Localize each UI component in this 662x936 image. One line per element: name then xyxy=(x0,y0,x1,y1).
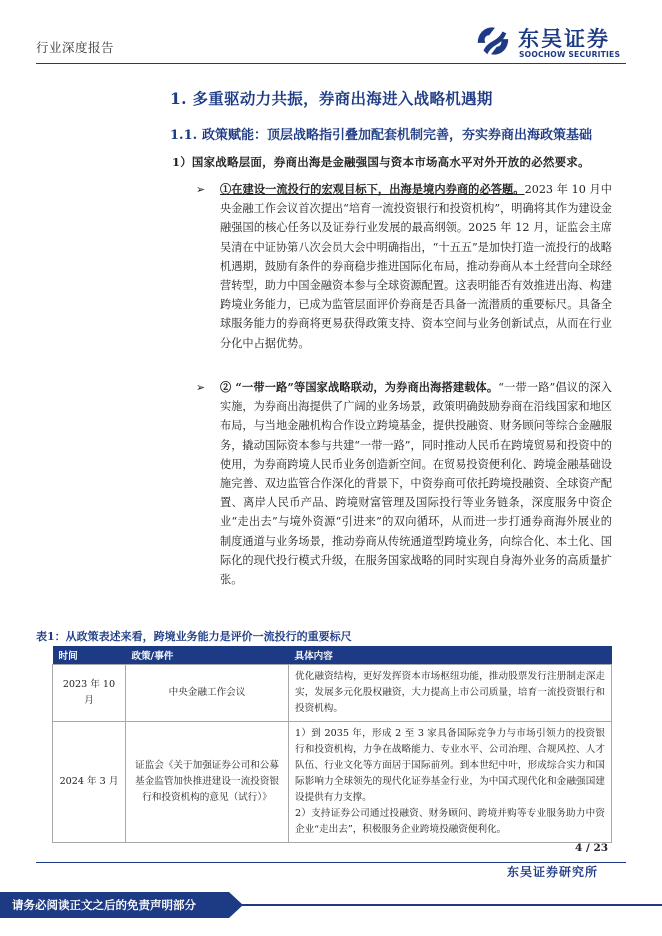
footer-organization: 东吴证券研究所 xyxy=(507,865,599,879)
column-header-time: 时间 xyxy=(53,646,126,665)
subsection-heading xyxy=(170,124,592,143)
table-header-row xyxy=(53,646,612,665)
soochow-logo-icon xyxy=(474,22,512,60)
bullet-lead-2: ② “一带一路”等国家战略联动，为券商出海搭建载体。 xyxy=(220,380,499,394)
disclaimer-banner xyxy=(0,892,229,918)
bullet-lead-1: ①在建设一流投行的宏观目标下，出海是境内券商的必答题。 xyxy=(220,182,525,196)
content-item: 1）到 2035 年，形成 2 至 3 家具备国际竞争力与市场引领力的投资银行和投资机构，力争在战略能力、专业水平、公司治理、合规风控、人才队伍、行业文化等方面居于国际前列。到本世纪中叶，形成综合实力和国际影响力全球领先的现代化证券基金行业，为中国式现代化和金融强国建设提供有力支撑。 xyxy=(295,728,605,803)
table-cell-content: 优化融资结构，更好发挥资本市场枢纽功能，推动股票发行注册制走深走实，发展多元化股权融资，大力提高上市公司质量，培育一流投资银行和投资机构。 xyxy=(289,665,612,722)
page-number: 4 / 23 xyxy=(575,842,609,854)
disclaimer-text: 请务必阅读正文之后的免责声明部分 xyxy=(12,898,196,912)
bullet-arrow-icon: ➢ xyxy=(196,381,206,394)
logo-chinese-name: 东吴证券 xyxy=(518,27,610,51)
bullet-paragraph-2 xyxy=(220,378,612,589)
column-header-content: 具体内容 xyxy=(289,646,612,665)
table-row xyxy=(53,665,612,722)
logo-english-name: SOOCHOW SECURITIES xyxy=(519,50,621,59)
disclaimer-rule xyxy=(229,904,662,906)
table-caption: 表1：从政策表述来看，跨境业务能力是评价一流投行的重要标尺 xyxy=(36,630,352,643)
table-cell-policy: 中央金融工作会议 xyxy=(126,665,289,722)
bullet-body-1: 2023 年 10 月中央金融工作会议首次提出“培育一流投资银行和投资机构”，明确将其作为建设金融强国的核心任务以及证券行业发展的最高纲领。2025 年 12 月，证监会主席吴清在中证协第八次会员大会中明确指出，“十五五”是加快打造一流投行的战略机遇期，鼓励有条件的券商稳步推进国际化布局，推动券商从本土经营向全球经营转型，助力中国金融资本参与全球资源配置。这表明能否有效推进出海、构建跨境业务能力，已成为监管层面评价券商是否具备一流潜质的重要标尺。具备全球服务能力的券商将更易获得政策支持、资本空间与业务创新试点，从而在行业分化中占据优势。 xyxy=(220,183,612,350)
content-item: 2）支持证券公司通过投融资、财务顾问、跨境并购等专业服务助力中资企业“走出去”，积极服务企业跨境投融资便利化。 xyxy=(295,808,605,835)
table-row xyxy=(53,722,612,843)
table-cell-policy: 证监会《关于加强证券公司和公募基金监管加快推进建设一流投资银行和投资机构的意见（试行）》 xyxy=(126,722,289,843)
table-cell-time: 2024 年 3 月 xyxy=(53,722,126,843)
company-logo xyxy=(474,22,624,62)
policy-table xyxy=(52,646,612,843)
bullet-body-2: “一带一路”倡议的深入实施，为券商出海提供了广阔的业务场景，政策明确鼓励券商在沿线国家和地区布局，与当地金融机构合作设立跨境基金，提供投融资、财务顾问等综合金融服务，撬动国际资本参与共建“一带一路”，同时推动人民币在跨境贸易和投资中的使用，为券商跨境人民币业务创造新空间。在贸易投资便利化、跨境金融基础设施完善、双边监管合作深化的背景下，中资券商可依托跨境投融资、全球资产配置、离岸人民币产品、跨境财富管理及国际投行等业务链条，深度服务中资企业“走出去”与境外资源“引进来”的双向循环，从而进一步打通券商海外展业的制度通道与业务场景，推动券商从传统通道型跨境业务，向综合化、本土化、国际化的现代投行模式升级，在服务国家战略的同时实现自身海外业务的高质量扩张。 xyxy=(220,381,612,587)
header-divider xyxy=(36,63,626,64)
subsection-number: 1.1. xyxy=(170,128,198,143)
bullet-paragraph-1 xyxy=(220,180,612,353)
table-cell-content xyxy=(289,722,612,843)
header-label: 行业深度报告 xyxy=(36,40,115,55)
column-header-policy: 政策/事件 xyxy=(126,646,289,665)
bullet-arrow-icon: ➢ xyxy=(196,183,206,196)
point-heading: 1）国家战略层面，券商出海是金融强国与资本市场高水平对外开放的必然要求。 xyxy=(172,155,590,169)
subsection-title: 政策赋能：顶层战略指引叠加配套机制完善，夯实券商出海政策基础 xyxy=(202,128,593,143)
section-heading: 1. 多重驱动力共振，券商出海进入战略机遇期 xyxy=(170,89,493,108)
table-cell-time: 2023 年 10 月 xyxy=(53,665,126,722)
